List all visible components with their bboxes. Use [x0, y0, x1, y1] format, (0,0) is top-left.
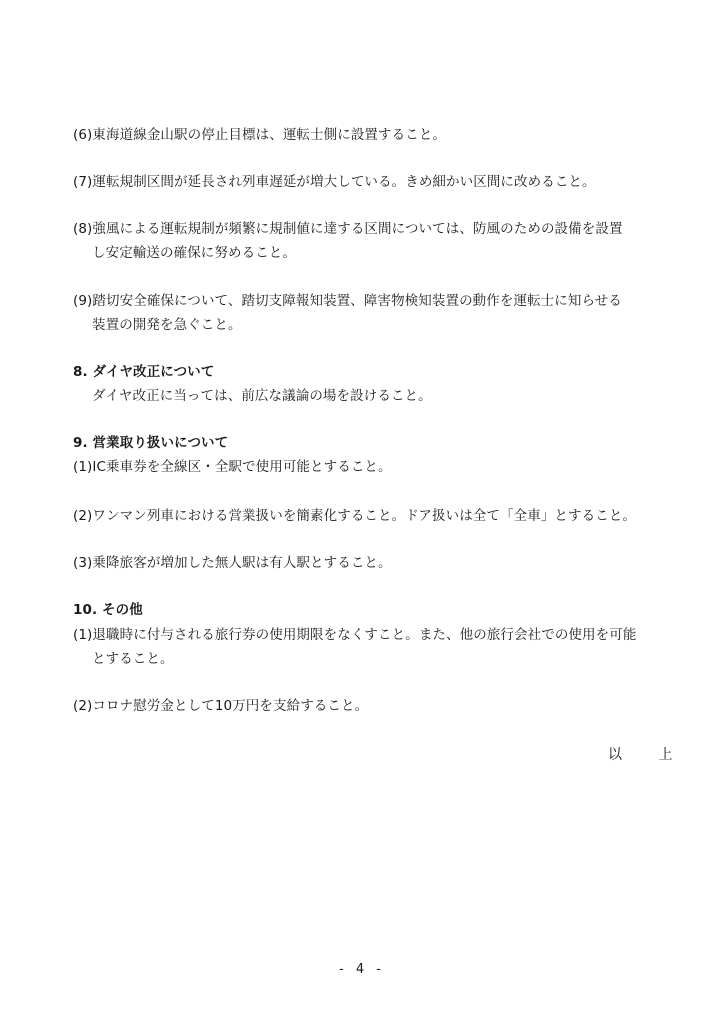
- item-9-line-1: (9)踏切安全確保について、踏切支障報知装置、障害物検知装置の動作を運転士に知らせる: [73, 293, 622, 309]
- section-9-item-2: (2)ワンマン列車における営業扱いを簡素化すること。ドア扱いは全て「全車」とすること。: [73, 508, 637, 524]
- section-10-heading: 10. その他: [73, 602, 143, 618]
- section-10-item-1-line-2: とすること。: [92, 651, 174, 667]
- section-9-heading: 9. 営業取り扱いについて: [73, 435, 229, 451]
- item-8-line-2: し安定輸送の確保に努めること。: [92, 245, 296, 261]
- section-8-heading: 8. ダイヤ改正について: [73, 364, 215, 380]
- section-8-body: ダイヤ改正に当っては、前広な議論の場を設けること。: [92, 388, 432, 404]
- section-9-item-1: (1)IC乗車券を全線区・全駅で使用可能とすること。: [73, 459, 392, 475]
- closing-mark: 以 上: [608, 747, 689, 763]
- section-10-item-2: (2)コロナ慰労金として10万円を支給すること。: [73, 698, 369, 714]
- page-number: - 4 -: [339, 962, 385, 977]
- section-10-item-1-line-1: (1)退職時に付与される旅行券の使用期限をなくすこと。また、他の旅行会社での使用を可能: [73, 627, 637, 643]
- item-7: (7)運転規制区間が延長され列車遅延が増大している。きめ細かい区間に改めること。: [73, 174, 596, 190]
- section-9-item-3: (3)乗降旅客が増加した無人駅は有人駅とすること。: [73, 555, 392, 571]
- item-8-line-1: (8)強風による運転規制が頻繁に規制値に達する区間については、防風のための設備を設置: [73, 221, 623, 237]
- item-9-line-2: 装置の開発を急ぐこと。: [92, 317, 242, 333]
- item-6: (6)東海道線金山駅の停止目標は、運転士側に設置すること。: [73, 127, 447, 143]
